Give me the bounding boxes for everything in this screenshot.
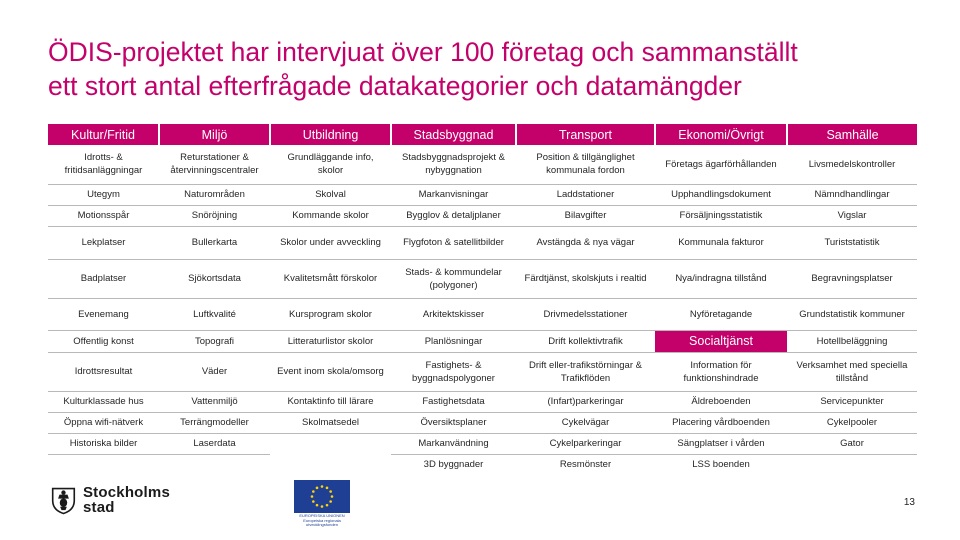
table-cell: Sjökortsdata — [159, 259, 270, 298]
table-row — [48, 298, 917, 330]
eu-star-icon — [329, 490, 332, 493]
table-cell: Äldreboenden — [655, 391, 787, 412]
eu-flag-icon — [294, 480, 350, 513]
table-cell: Topografi — [159, 330, 270, 352]
eu-star-icon — [312, 500, 315, 503]
table-cell: Naturområden — [159, 184, 270, 205]
table-cell: Motionsspår — [48, 205, 159, 226]
stockholm-crest-icon — [50, 479, 77, 521]
table-cell: Snöröjning — [159, 205, 270, 226]
stockholm-logo-line-1: Stockholms — [82, 484, 170, 501]
eu-star-icon — [329, 500, 332, 503]
table-cell: Livsmedelskontroller — [787, 145, 917, 184]
table-row — [48, 184, 917, 205]
table-cell: Cykelvägar — [516, 412, 655, 433]
eu-star-icon — [321, 485, 324, 488]
table-cell: Flygfoton & satellitbilder — [391, 226, 516, 259]
table-cell: Kursprogram skolor — [270, 298, 391, 330]
table-cell: Skolor under avveckling — [270, 226, 391, 259]
table-cell: Öppna wifi-nätverk — [48, 412, 159, 433]
table-cell: Idrotts- & fritidsanläggningar — [48, 145, 159, 184]
eu-star-icon — [326, 487, 329, 490]
table-cell: Utegym — [48, 184, 159, 205]
table-cell: Stads- & kommundelar (polygoner) — [391, 259, 516, 298]
data-categories-table — [48, 124, 917, 475]
header-utbildning: Utbildning — [270, 124, 391, 145]
table-cell: Badplatser — [48, 259, 159, 298]
header-transport: Transport — [516, 124, 655, 145]
table-row — [48, 454, 917, 475]
table-cell: Vigslar — [787, 205, 917, 226]
eu-star-icon — [312, 490, 315, 493]
table-cell: Försäljningsstatistik — [655, 205, 787, 226]
page-number: 13 — [903, 497, 915, 508]
table-cell: Nämndhandlingar — [787, 184, 917, 205]
table-cell: Grundläggande info, skolor — [270, 145, 391, 184]
table-cell: Verksamhet med speciella tillstånd — [787, 352, 917, 391]
table-cell: Historiska bilder — [48, 433, 159, 454]
table-cell: Avstängda & nya vägar — [516, 226, 655, 259]
eu-caption-line-3: utvecklingsfonden — [305, 522, 339, 527]
table-cell: Översiktsplaner — [391, 412, 516, 433]
table-cell: Vattenmiljö — [159, 391, 270, 412]
table-cell: Skolval — [270, 184, 391, 205]
table-cell: Luftkvalité — [159, 298, 270, 330]
table-cell: Position & tillgänglighet kommunala fordon — [516, 145, 655, 184]
table-cell: Servicepunkter — [787, 391, 917, 412]
title-line-2: ett stort antal efterfrågade datakategorier och datamängder — [48, 71, 742, 101]
table-cell: Fastighets- & byggnadspolygoner — [391, 352, 516, 391]
eu-logo — [294, 480, 350, 527]
table-cell: Drivmedelsstationer — [516, 298, 655, 330]
table-row — [48, 352, 917, 391]
table-cell: 3D byggnader — [423, 459, 484, 471]
stockholms-stad-logo — [50, 479, 170, 521]
table-cell: Returstationer & återvinningscentraler — [159, 145, 270, 184]
eu-caption-line-2: Europeiska regionala — [303, 517, 341, 523]
table-row — [48, 412, 917, 433]
highlighted-cell-socialtjanst: Socialtjänst — [655, 330, 787, 352]
table-cell: Grundstatistik kommuner — [787, 298, 917, 330]
table-cell: Terrängmodeller — [159, 412, 270, 433]
eu-star-icon — [321, 505, 324, 508]
table-cell: Resmönster — [559, 459, 612, 471]
table-cell: Placering vårdboenden — [655, 412, 787, 433]
table-cell: Litteraturlistor skolor — [270, 330, 391, 352]
table-cell-empty — [159, 454, 270, 475]
eu-caption-line-1: EUROPEISKA UNIONEN — [299, 513, 345, 518]
table-row — [48, 259, 917, 298]
table-cell: Idrottsresultat — [48, 352, 159, 391]
table-cell: Kontaktinfo till lärare — [270, 391, 391, 412]
eu-star-icon — [316, 487, 319, 490]
table-row — [48, 226, 917, 259]
table-cell: Arkitektskisser — [391, 298, 516, 330]
table-cell: Lekplatser — [48, 226, 159, 259]
header-samhalle: Samhälle — [787, 124, 917, 145]
table-cell: Fastighetsdata — [391, 391, 516, 412]
table-cell: Bullerkarta — [159, 226, 270, 259]
table-cell: Laddstationer — [516, 184, 655, 205]
table-cell: LSS boenden — [692, 459, 750, 471]
table-cell: Gator — [787, 433, 917, 454]
table-cell: (Infart)parkeringar — [516, 391, 655, 412]
table-cell: Sängplatser i vården — [655, 433, 787, 454]
table-cell: Cykelpooler — [787, 412, 917, 433]
header-stadsbyggnad: Stadsbyggnad — [391, 124, 516, 145]
eu-star-icon — [316, 504, 319, 507]
table-cell: Bygglov & detaljplaner — [391, 205, 516, 226]
table-cell-empty — [48, 454, 159, 475]
table-row — [48, 205, 917, 226]
table-cell: Nyföretagande — [655, 298, 787, 330]
table-cell: Cykelparkeringar — [516, 433, 655, 454]
table-cell: Turiststatistik — [787, 226, 917, 259]
header-ekonomi-ovrigt: Ekonomi/Övrigt — [655, 124, 787, 145]
table-row — [48, 145, 917, 184]
table-cell: Laserdata — [159, 433, 270, 454]
table-cell: Kommande skolor — [270, 205, 391, 226]
stockholm-logo-line-2: stad — [82, 499, 115, 516]
table-cell: Stadsbyggnadsprojekt & nybyggnation — [391, 145, 516, 184]
table-cell: Markanvändning — [391, 433, 516, 454]
table-row — [48, 433, 917, 454]
table-cell-empty — [270, 454, 391, 475]
eu-caption — [294, 514, 350, 528]
table-cell: Kulturklassade hus — [48, 391, 159, 412]
table-row — [48, 391, 917, 412]
table-cell: Evenemang — [48, 298, 159, 330]
title-line-1: ÖDIS-projektet har intervjuat över 100 företag och sammanställt — [48, 37, 798, 67]
table-cell: Kvalitetsmått förskolor — [270, 259, 391, 298]
table-cell: Hotellbeläggning — [787, 330, 917, 352]
table-cell: Nya/indragna tillstånd — [655, 259, 787, 298]
table-cell: Information för funktionshindrade — [655, 352, 787, 391]
table-cell: Kommunala fakturor — [655, 226, 787, 259]
table-cell: Event inom skola/omsorg — [270, 352, 391, 391]
header-kultur-fritid: Kultur/Fritid — [48, 124, 159, 145]
table-cell-empty — [270, 433, 391, 454]
eu-star-icon — [326, 504, 329, 507]
table-cell: Väder — [159, 352, 270, 391]
table-cell: Offentlig konst — [48, 330, 159, 352]
table-cell: Begravningsplatser — [787, 259, 917, 298]
table-cell: Upphandlingsdokument — [655, 184, 787, 205]
page-title — [48, 35, 928, 103]
table-cell: Drift eller-trafikstörningar & Trafikflöden — [516, 352, 655, 391]
table-cell: Färdtjänst, skolskjuts i realtid — [516, 259, 655, 298]
table-cell: Markanvisningar — [391, 184, 516, 205]
table-cell: Bilavgifter — [516, 205, 655, 226]
table-cell: Drift kollektivtrafik — [516, 330, 655, 352]
eu-star-icon — [331, 495, 334, 498]
table-row — [48, 330, 917, 352]
table-header-row — [48, 124, 917, 145]
table-cell-empty — [787, 454, 917, 475]
table-cell: Skolmatsedel — [270, 412, 391, 433]
header-miljo: Miljö — [159, 124, 270, 145]
eu-star-icon — [311, 495, 314, 498]
table-cell: Företags ägarförhållanden — [655, 145, 787, 184]
table-cell: Planlösningar — [391, 330, 516, 352]
